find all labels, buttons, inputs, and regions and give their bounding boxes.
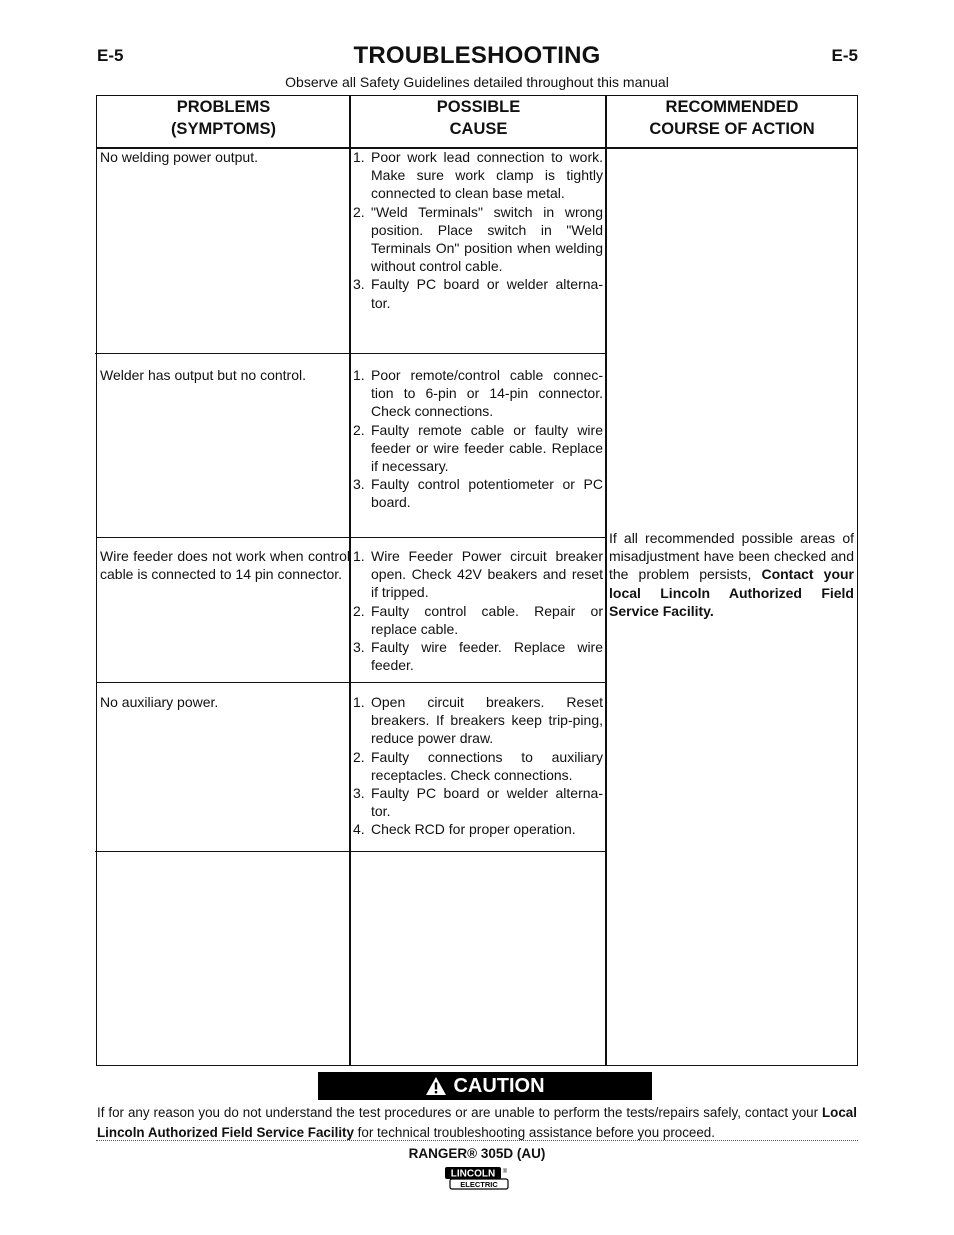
cause-item — [353, 748, 603, 784]
cause-item — [353, 421, 603, 476]
logo-bottom-text: ELECTRIC — [460, 1180, 498, 1189]
cause-number: 2. — [353, 602, 365, 619]
symptom-cell: Welder has output but no control. — [100, 367, 306, 383]
header-problems-line2: (SYMPTOMS) — [170, 120, 277, 138]
cause-text: Faulty wire feeder. Replace wire feeder. — [371, 639, 603, 674]
caution-text-bold: Local Lincoln Authorized Field Service Facility — [97, 1105, 857, 1140]
cause-item — [353, 602, 603, 638]
cause-item — [353, 820, 603, 838]
course-of-action — [609, 529, 854, 620]
cause-item — [353, 203, 603, 276]
symptom-cell: No auxiliary power. — [100, 694, 219, 710]
cause-text: Faulty connections to auxiliary receptacles. Check connections. — [371, 748, 603, 783]
symptom-cell: Wire feeder does not work when control cable is connected to 14 pin connector. — [100, 548, 350, 583]
cause-text: Open circuit breakers. Reset breakers. If breakers keep trip-ping, reduce power draw. — [371, 694, 603, 747]
footer-divider — [96, 1140, 858, 1141]
model-name: RANGER® 305D (AU) — [408, 1146, 546, 1161]
cause-text: Faulty control potentiometer or PC board. — [371, 476, 603, 511]
cause-text: Poor remote/control cable connec-tion to 6-pin or 14-pin connector. Check connections. — [371, 367, 603, 420]
caution-banner — [318, 1072, 652, 1100]
cause-item — [353, 366, 603, 421]
cause-text: Faulty control cable. Repair or replace cable. — [371, 602, 603, 637]
row-divider — [95, 353, 605, 354]
action-text: If all recommended possible areas of misadjustment have been checked and the problem persists, — [609, 530, 854, 583]
cause-item — [353, 275, 603, 311]
cause-number: 1. — [353, 149, 365, 165]
cause-number: 2. — [353, 748, 365, 765]
header-cause — [352, 96, 605, 146]
cause-number: 2. — [353, 421, 365, 438]
cause-list — [353, 693, 603, 839]
cause-number: 3. — [353, 639, 365, 656]
caution-text-main: If for any reason you do not understand the test procedures or are unable to perform the tests/repairs safely, contact your — [97, 1105, 819, 1120]
row-divider — [97, 682, 605, 683]
cause-item — [353, 148, 603, 203]
header-problems-line1: PROBLEMS — [176, 98, 271, 116]
cause-item — [353, 693, 603, 748]
caution-text — [97, 1103, 857, 1143]
cause-text: Poor work lead connection to work. Make sure work clamp is tightly connected to clean base metal. — [371, 149, 603, 202]
row-divider — [97, 537, 605, 538]
cause-text: Faulty PC board or welder alterna-tor. — [371, 785, 603, 820]
caution-label: CAUTION — [453, 1074, 545, 1097]
action-bold-text: Contact your local Lincoln Authorized Field Service Facility. — [609, 566, 854, 619]
cause-number: 1. — [353, 367, 365, 383]
row-divider — [95, 851, 605, 852]
cause-item — [353, 547, 603, 602]
lincoln-electric-logo — [444, 1166, 510, 1190]
page-code-right: E-5 — [831, 46, 858, 65]
header-action-line1: RECOMMENDED — [665, 98, 799, 116]
cause-text: "Weld Terminals" switch in wrong position. Place switch in "Weld Terminals On" position when welding without control cable. — [371, 203, 603, 275]
logo-top-text: LINCOLN — [450, 1168, 496, 1180]
cause-number: 1. — [353, 548, 365, 564]
cause-text: Faulty remote cable or faulty wire feeder or wire feeder cable. Replace if necessary. — [371, 421, 603, 475]
header-cause-line2: CAUSE — [449, 120, 508, 138]
cause-item — [353, 638, 603, 674]
cause-list — [353, 148, 603, 312]
cause-number: 3. — [353, 785, 365, 802]
cause-list — [353, 547, 603, 674]
cause-item — [353, 475, 603, 511]
header-action — [607, 96, 857, 146]
cause-number: 1. — [353, 694, 365, 710]
safety-subtitle: Observe all Safety Guidelines detailed throughout this manual — [285, 74, 669, 90]
page-title: TROUBLESHOOTING — [353, 42, 601, 69]
symptom-cell: No welding power output. — [100, 149, 258, 165]
logo-registered-mark: ® — [502, 1169, 508, 1175]
cause-number: 4. — [353, 821, 365, 838]
cause-text: Check RCD for proper operation. — [371, 821, 576, 838]
cause-text: Faulty PC board or welder alterna-tor. — [371, 276, 603, 311]
header-action-line2: COURSE OF ACTION — [649, 120, 815, 138]
page-code-left: E-5 — [97, 46, 124, 65]
cause-list — [353, 366, 603, 512]
column-divider-2 — [605, 96, 607, 1065]
caution-text-end: for technical troubleshooting assistance before you proceed. — [353, 1125, 715, 1140]
troubleshooting-table — [96, 95, 858, 1066]
cause-item — [353, 784, 603, 820]
cause-number: 2. — [353, 203, 365, 220]
cause-number: 3. — [353, 476, 365, 493]
header-problems — [97, 96, 350, 146]
warning-icon — [425, 1076, 447, 1096]
cause-number: 3. — [353, 276, 365, 293]
header-cause-line1: POSSIBLE — [436, 98, 521, 116]
cause-text: Wire Feeder Power circuit breaker open. Check 42V beakers and reset if tripped. — [371, 548, 603, 601]
